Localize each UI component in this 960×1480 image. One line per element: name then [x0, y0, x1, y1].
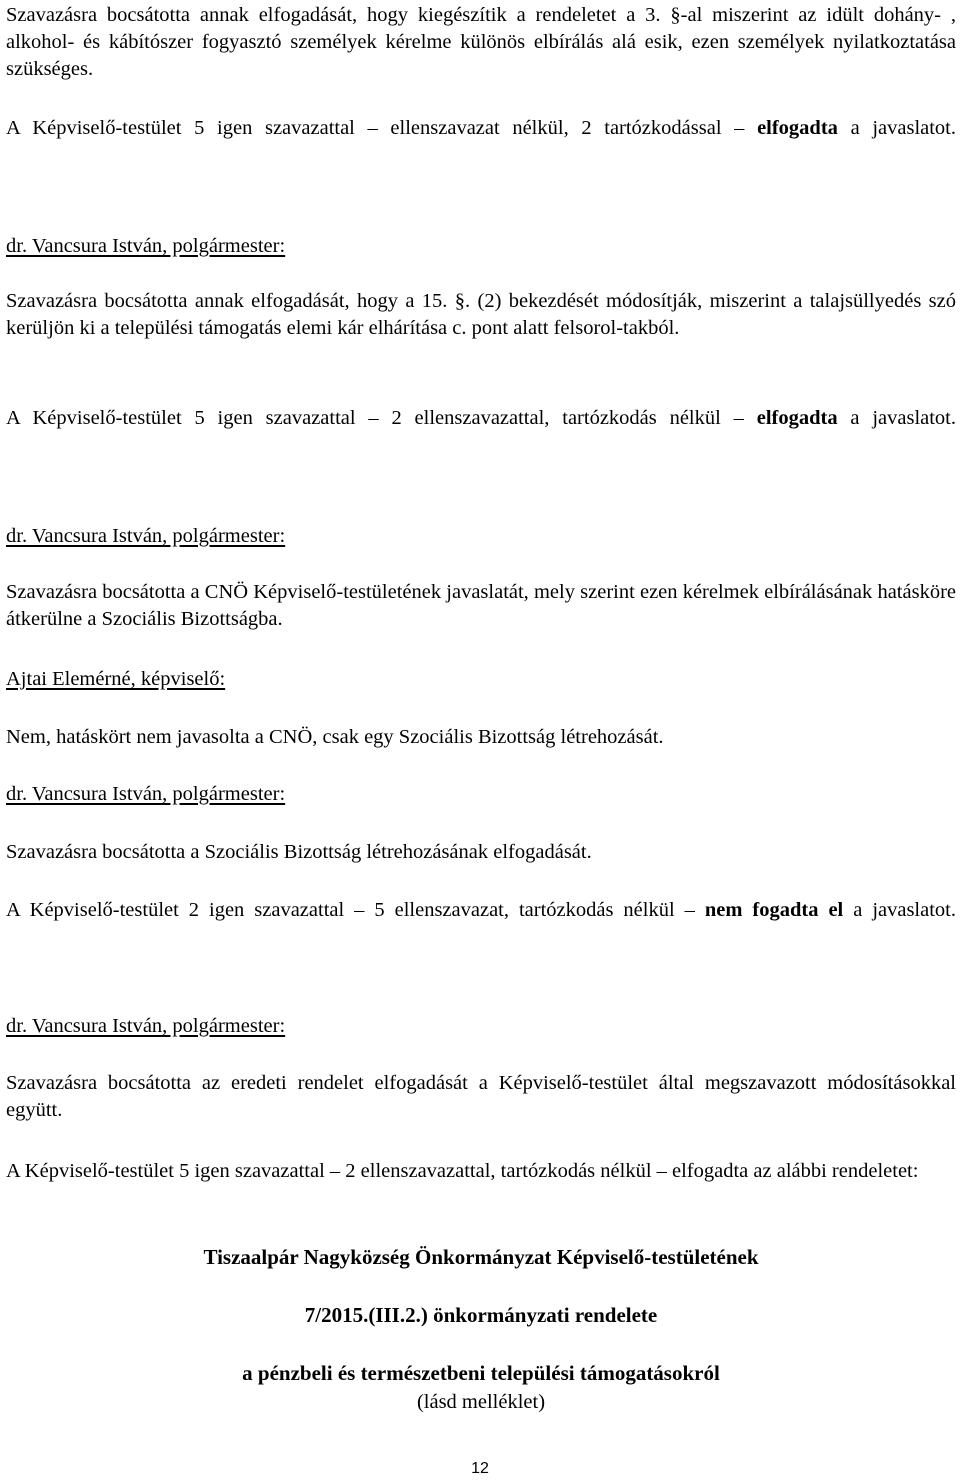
paragraph-vote-result-3: A Képviselő-testület 2 igen szavazattal – 5 ellenszavazat, tartózkodás nélkül – nem fogadta el a javaslatot. [6, 899, 956, 921]
paragraph-vote-original-regulation: Szavazásra bocsátotta az eredeti rendelet elfogadását a Képviselő-testület által megszavazott módosításokkal együtt. [6, 1072, 956, 1121]
speaker-mayor-4: dr. Vancsura István, polgármester: [6, 1015, 286, 1037]
regulation-subject-title: a pénzbeli és természetbeni települési támogatásokról [242, 1361, 720, 1385]
speaker-mayor-3: dr. Vancsura István, polgármester: [6, 783, 286, 805]
paragraph-vote-committee: Szavazásra bocsátotta a Szociális Bizottság létrehozásának elfogadását. [6, 841, 592, 863]
regulation-number-title: 7/2015.(III.2.) önkormányzati rendelete [304, 1303, 658, 1327]
paragraph-vote-cno-proposal: Szavazásra bocsátotta a CNÖ Képviselő-testületének javaslatát, mely szerint ezen kérelmek elbírálásának hatásköre átkerülne a Szociális Bizottságba. [6, 581, 956, 630]
paragraph-representative-reply: Nem, hatáskört nem javasolta a CNÖ, csak egy Szociális Bizottság létrehozását. [6, 726, 664, 748]
speaker-mayor-2: dr. Vancsura István, polgármester: [6, 525, 286, 547]
paragraph-vote-amendment-3: Szavazásra bocsátotta annak elfogadását, hogy kiegészítik a rendeletet a 3. §-al miszerint az idült dohány- , alkohol- és kábítószer fogyasztó személyek kérelme különös elbírálás alá esik, ezen személyek nyilatkoztatása szükséges. [6, 4, 956, 80]
paragraph-vote-amendment-15: Szavazásra bocsátotta annak elfogadását, hogy a 15. §. (2) bekezdését módosítják, miszerint a talajsüllyedés szó kerüljön ki a települési támogatás elemi kár elhárítása c. pont alatt felsorol-takból. [6, 290, 956, 339]
speaker-mayor-1: dr. Vancsura István, polgármester: [6, 235, 286, 257]
paragraph-vote-result-4: A Képviselő-testület 5 igen szavazattal – 2 ellenszavazattal, tartózkodás nélkül – elfogadta az alábbi rendeletet: [6, 1160, 919, 1182]
speaker-representative: Ajtai Elemérné, képviselő: [6, 668, 226, 690]
paragraph-vote-result-2: A Képviselő-testület 5 igen szavazattal – 2 ellenszavazattal, tartózkodás nélkül – elfogadta a javaslatot. [6, 407, 956, 429]
paragraph-vote-result-1: A Képviselő-testület 5 igen szavazattal – ellenszavazat nélkül, 2 tartózkodással – elfogadta a javaslatot. [6, 117, 956, 139]
regulation-issuer-title: Tiszaalpár Nagyközség Önkormányzat Képviselő-testületének [203, 1245, 759, 1269]
annex-reference: (lásd melléklet) [416, 1391, 546, 1413]
page-number: 12 [471, 1460, 489, 1477]
